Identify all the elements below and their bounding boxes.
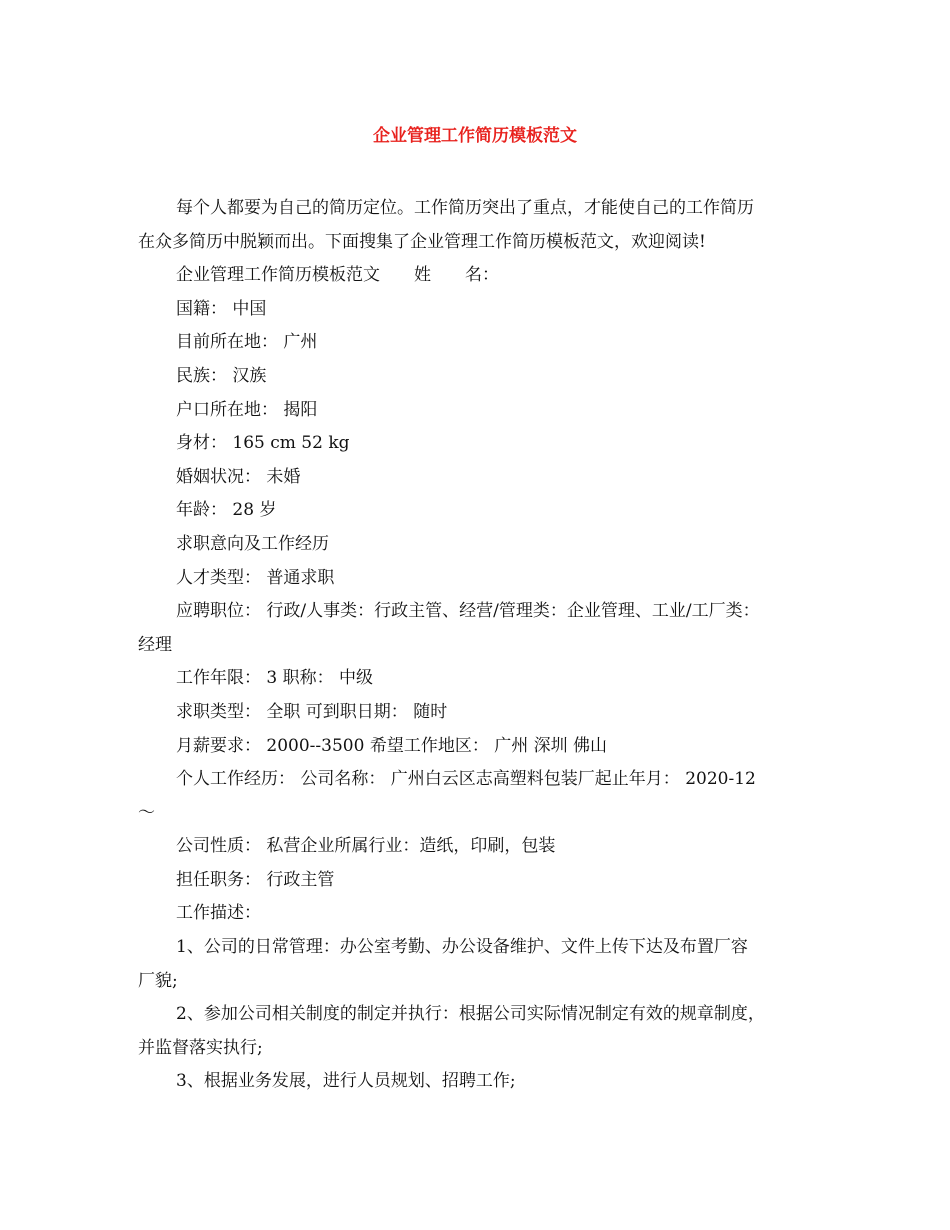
- text-line: 并监督落实执行;: [138, 1037, 263, 1058]
- text-line: 担任职务： 行政主管: [176, 869, 335, 890]
- text-line: 婚姻状况： 未婚: [176, 466, 301, 487]
- text-line: 目前所在地： 广州: [176, 332, 318, 353]
- text-line: 月薪要求： 2000--3500 希望工作地区： 广州 深圳 佛山: [176, 735, 608, 756]
- text-line: 工作描述：: [176, 903, 261, 924]
- text-line: 年龄： 28 岁: [176, 500, 277, 521]
- text-line: 人才类型： 普通求职: [176, 567, 335, 588]
- text-line: 1、公司的日常管理：办公室考勤、办公设备维护、文件上传下达及布置厂容: [176, 937, 748, 958]
- document-body: [138, 192, 828, 1099]
- text-line: 国籍： 中国: [176, 298, 267, 319]
- text-line: 在众多简历中脱颖而出。下面搜集了企业管理工作简历模板范文，欢迎阅读!: [138, 231, 706, 252]
- text-line: 经理: [138, 634, 172, 655]
- text-line: 求职类型： 全职 可到职日期： 随时: [176, 701, 448, 722]
- text-line: ～: [138, 802, 155, 823]
- text-line: 应聘职位： 行政/人事类：行政主管、经营/管理类：企业管理、工业/工厂类：: [176, 601, 760, 622]
- text-line: 民族： 汉族: [176, 365, 267, 386]
- text-line: 2、参加公司相关制度的制定并执行：根据公司实际情况制定有效的规章制度，: [176, 1004, 765, 1025]
- text-line: 求职意向及工作经历: [176, 533, 329, 554]
- document-title: 企业管理工作简历模板范文: [373, 126, 577, 146]
- text-line: 公司性质： 私营企业所属行业：造纸，印刷，包装: [176, 836, 556, 857]
- text-line: 每个人都要为自己的简历定位。工作简历突出了重点，才能使自己的工作简历: [176, 198, 754, 218]
- text-line: 工作年限： 3 职称： 中级: [176, 668, 374, 689]
- text-line: 3、根据业务发展，进行人员规划、招聘工作;: [176, 1071, 516, 1092]
- text-line: 厂貌;: [138, 970, 178, 991]
- text-line: 户口所在地： 揭阳: [176, 399, 318, 420]
- text-line: 身材： 165 cm 52 kg: [176, 433, 350, 454]
- text-line: 企业管理工作简历模板范文 姓 名：: [176, 265, 499, 286]
- text-line: 个人工作经历： 公司名称： 广州白云区志高塑料包装厂起止年月： 2020-12: [176, 769, 756, 790]
